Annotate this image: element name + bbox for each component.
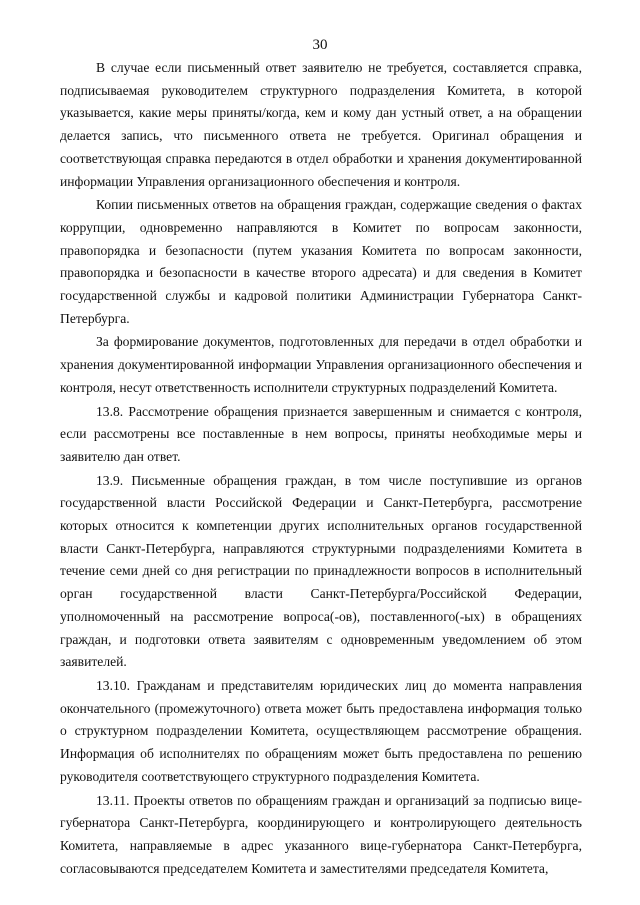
paragraph-document-responsibility: За формирование документов, подготовленных для передачи в отдел обработки и хранения документированной информации Управления организационного обеспечения и контроля, несут ответственность исполнители структурных подразделений Комитета. bbox=[60, 334, 582, 395]
document-body bbox=[60, 57, 582, 881]
paragraph-13-10: 13.10. Гражданам и представителям юридических лиц до момента направления окончательного (промежуточного) ответа может быть предоставлена информация только о структурном подразделении Комитета, осуществляющем рассмотрение обращения. Информация об исполнителях по обращениям может быть предоставлена по решению руководителя соответствующего структурного подразделения Комитета. bbox=[60, 677, 582, 784]
paragraph-13-8: 13.8. Рассмотрение обращения признается завершенным и снимается с контроля, если рассмотрены все поставленные в нем вопросы, приняты необходимые меры и заявителю дан ответ. bbox=[60, 403, 582, 464]
paragraph-reference-note: В случае если письменный ответ заявителю не требуется, составляется справка, подписываемая руководителем структурного подразделения Комитета, в которой указывается, какие меры приняты/когда, кем и кому дан устный ответ, а на обращении делается запись, что письменного ответа не требуется. Оригинал обращения и соответствующая справка передаются в отдел обработки и хранения документированной информации Управления организационного обеспечения и контроля. bbox=[60, 60, 582, 189]
paragraph-13-9: 13.9. Письменные обращения граждан, в том числе поступившие из органов государственной власти Российской Федерации и Санкт-Петербурга, рассмотрение которых относится к компетенции других исполнительных органов государственной власти Санкт-Петербурга, направляются структурными подразделениями Комитета в течение семи дней со дня регистрации по принадлежности вопросов в исполнительный орган государственной власти Санкт-Петербурга/Российской Федерации, уполномоченный на рассмотрение вопроса(-ов), поставленного(-ых) в обращениях граждан, и подготовки ответа заявителям с одновременным уведомлением об этом заявителей. bbox=[60, 472, 582, 670]
paragraph-13-11: 13.11. Проекты ответов по обращениям граждан и организаций за подписью вице-губернатора Санкт-Петербурга, координирующего и контролирующего деятельность Комитета, направляемые в адрес указанного вице-губернатора Санкт-Петербурга, согласовываются председателем Комитета и заместителями председателя Комитета, bbox=[60, 792, 582, 876]
page-number: 30 bbox=[312, 37, 328, 53]
paragraph-corruption-copies: Копии письменных ответов на обращения граждан, содержащие сведения о фактах коррупции, одновременно направляются в Комитет по вопросам законности, правопорядка и безопасности (путем указания Комитета по вопросам законности, правопорядка и безопасности в качестве второго адресата) и для сведения в Комитет государственной службы и кадровой политики Администрации Губернатора Санкт-Петербурга. bbox=[60, 197, 582, 326]
